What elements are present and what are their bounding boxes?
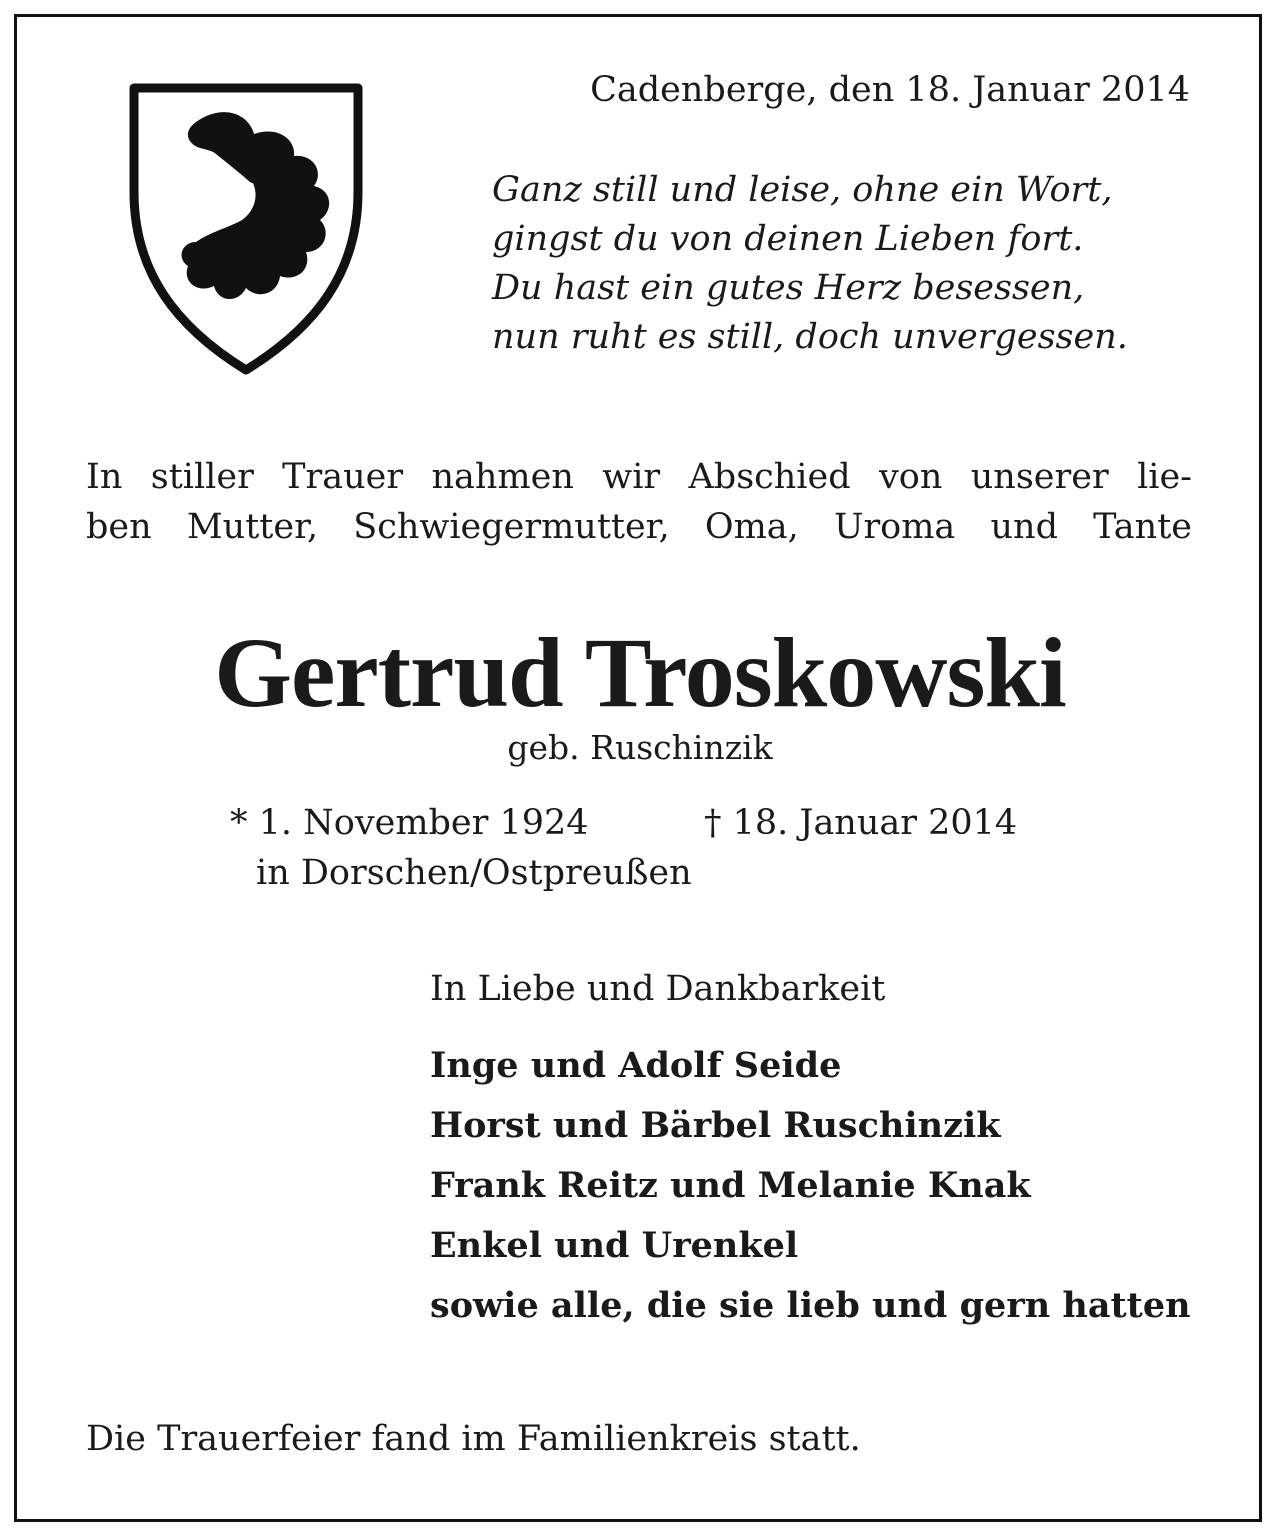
birth-date: * 1. November 1924 — [230, 803, 589, 843]
mourner-line: Horst und Bärbel Ruschinzik — [430, 1105, 1001, 1146]
deceased-name: Gertrud Troskowski — [214, 617, 1066, 728]
birthplace: in Dorschen/Ostpreußen — [256, 853, 692, 893]
mourner-line: Inge und Adolf Seide — [430, 1045, 842, 1086]
coat-of-arms-shield-icon — [126, 82, 366, 377]
mourners-list — [430, 1036, 1191, 1336]
poem-line: Ganz still und leise, ohne ein Wort, — [492, 170, 1113, 210]
funeral-note: Die Trauerfeier fand im Familienkreis statt. — [86, 1419, 861, 1459]
closing-phrase: In Liebe und Dankbarkeit — [430, 969, 886, 1009]
intro-line: ben Mutter, Schwiegermutter, Oma, Uroma und Tante — [86, 507, 1192, 547]
memorial-poem — [492, 166, 1128, 362]
poem-line: nun ruht es still, doch unvergessen. — [492, 317, 1128, 357]
mourner-line: sowie alle, die sie lieb und gern hatten — [430, 1285, 1191, 1326]
poem-line: Du hast ein gutes Herz besessen, — [492, 268, 1085, 308]
mourner-line: Frank Reitz und Melanie Knak — [430, 1165, 1031, 1206]
intro-text — [86, 452, 1192, 552]
mourner-line: Enkel und Urenkel — [430, 1225, 799, 1266]
intro-line: In stiller Trauer nahmen wir Abschied von unserer lie- — [86, 457, 1192, 497]
maiden-name: geb. Ruschinzik — [507, 728, 773, 767]
place-and-date: Cadenberge, den 18. Januar 2014 — [590, 70, 1190, 110]
death-date: † 18. Januar 2014 — [704, 803, 1018, 843]
poem-line: gingst du von deinen Lieben fort. — [492, 219, 1084, 259]
